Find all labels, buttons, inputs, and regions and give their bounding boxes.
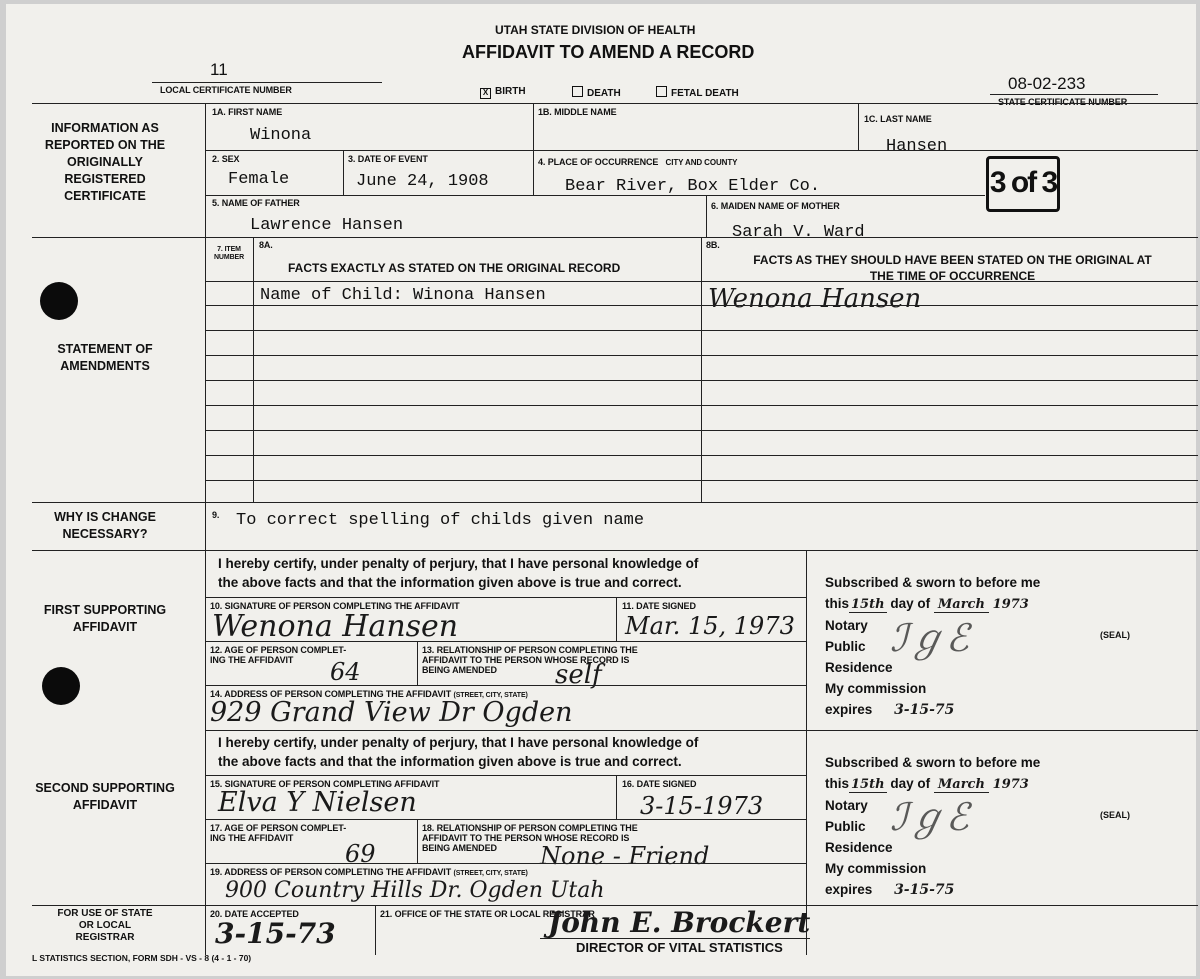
relationship-2: None - Friend xyxy=(540,842,710,870)
why-value: To correct spelling of childs given name xyxy=(236,511,645,530)
notary-2-month: March xyxy=(934,777,989,793)
notary-2-seal: (SEAL) xyxy=(1100,810,1130,820)
form-footer: L STATISTICS SECTION, FORM SDH - VS - 8 (4 - 1 - 70) xyxy=(32,953,252,963)
section-amendments: STATEMENT OF AMENDMENTS xyxy=(57,342,153,373)
signature-2: Elva Y Nielsen xyxy=(218,787,417,818)
binder-hole-top xyxy=(40,282,78,320)
form-title: AFFIDAVIT TO AMEND A RECORD xyxy=(462,42,755,62)
birth-checkbox[interactable]: X xyxy=(480,88,491,99)
first-name-label: 1A. FIRST NAME xyxy=(212,107,283,117)
signature-1-label: 10. SIGNATURE OF PERSON COMPLETING THE AFFIDAVIT xyxy=(210,601,460,611)
sex-label: 2. SEX xyxy=(212,154,240,164)
death-checkbox[interactable] xyxy=(572,86,583,97)
place-label: 4. PLACE OF OCCURRENCE CITY AND COUNTY xyxy=(538,157,738,167)
certify-statement-2a: I hereby certify, under penalty of perjury, that I have personal knowledge of xyxy=(218,735,699,750)
page-stamp: 3 of 3 xyxy=(986,156,1060,212)
notary-1-block: Subscribed & sworn to before me this 15th day of March 1973 Notary Public Residence My commission expires 3-15-75 xyxy=(825,575,1041,718)
record-type-birth[interactable]: X BIRTH xyxy=(480,86,526,99)
address-2-label: 19. ADDRESS OF PERSON COMPLETING THE AFFIDAVIT (STREET, CITY, STATE) xyxy=(210,867,528,877)
age-1: 64 xyxy=(330,658,361,686)
relationship-1-label: 13. RELATIONSHIP OF PERSON COMPLETING THE AFFIDAVIT TO THE PERSON WHOSE RECORD IS BEING AMENDED xyxy=(422,645,638,675)
age-1-label: 12. AGE OF PERSON COMPLET- ING THE AFFIDAVIT xyxy=(210,645,347,665)
section-original-info: INFORMATION AS REPORTED ON THE ORIGINALLY REGISTERED CERTIFICATE xyxy=(44,121,166,203)
state-certificate-label: STATE CERTIFICATE NUMBER xyxy=(998,97,1128,107)
date-accepted: 3-15-73 xyxy=(215,917,336,950)
address-2: 900 Country Hills Dr. Ogden Utah xyxy=(225,878,605,903)
signature-1: Wenona Hansen xyxy=(212,609,459,644)
registrar-office-label: 21. OFFICE OF THE STATE OR LOCAL REGISTRAR xyxy=(380,909,595,919)
col-8b-number: 8B. xyxy=(706,240,720,250)
relationship-1: self xyxy=(555,660,602,690)
section-why: WHY IS CHANGE NECESSARY? xyxy=(54,510,156,541)
certify-statement-1b: the above facts and that the information given above is true and correct. xyxy=(218,575,682,590)
date-signed-1-label: 11. DATE SIGNED xyxy=(622,601,696,611)
father-name-value: Lawrence Hansen xyxy=(250,216,404,235)
notary-2-signature-icon: ℐℊℰ xyxy=(890,795,969,839)
age-2: 69 xyxy=(345,840,376,868)
place-value: Bear River, Box Elder Co. xyxy=(565,177,821,196)
mother-name-value: Sarah V. Ward xyxy=(732,223,865,242)
col-8a-heading: FACTS EXACTLY AS STATED ON THE ORIGINAL RECORD xyxy=(288,261,621,275)
notary-1-seal: (SEAL) xyxy=(1100,630,1130,640)
record-type-fetal-death[interactable]: FETAL DEATH xyxy=(656,86,739,99)
date-signed-2-label: 16. DATE SIGNED xyxy=(622,779,697,789)
certify-statement-1a: I hereby certify, under penalty of perjury, that I have personal knowledge of xyxy=(218,556,699,571)
binder-hole-bottom xyxy=(42,667,80,705)
address-1-label: 14. ADDRESS OF PERSON COMPLETING THE AFFIDAVIT (STREET, CITY, STATE) xyxy=(210,689,528,699)
last-name-value: Hansen xyxy=(886,137,948,156)
age-2-label: 17. AGE OF PERSON COMPLET- ING THE AFFIDAVIT xyxy=(210,823,347,843)
date-of-event-label: 3. DATE OF EVENT xyxy=(348,154,428,164)
why-label: 9. xyxy=(212,510,220,520)
director-title: DIRECTOR OF VITAL STATISTICS xyxy=(576,940,783,955)
notary-1-month: March xyxy=(934,597,989,613)
section-first-affidavit: FIRST SUPPORTING AFFIDAVIT xyxy=(43,603,167,634)
item-number-label: 7. ITEM NUMBER xyxy=(213,246,245,261)
section-registrar: FOR USE OF STATE OR LOCAL REGISTRAR xyxy=(57,908,153,943)
address-1: 929 Grand View Dr Ogden xyxy=(210,697,573,728)
relationship-2-label: 18. RELATIONSHIP OF PERSON COMPLETING THE AFFIDAVIT TO THE PERSON WHOSE RECORD IS BEING AMENDED xyxy=(422,823,638,853)
last-name-label: 1C. LAST NAME xyxy=(864,114,932,124)
original-fact: Name of Child: Winona Hansen xyxy=(260,286,546,305)
col-8a-number: 8A. xyxy=(259,240,273,250)
corrected-fact: Wenona Hansen xyxy=(708,284,922,314)
mother-name-label: 6. MAIDEN NAME OF MOTHER xyxy=(711,201,840,211)
middle-name-label: 1B. MIDDLE NAME xyxy=(538,107,617,117)
section-second-affidavit: SECOND SUPPORTING AFFIDAVIT xyxy=(35,781,175,812)
sex-value: Female xyxy=(228,170,290,189)
record-type-death[interactable]: DEATH xyxy=(572,86,621,99)
date-of-event-value: June 24, 1908 xyxy=(356,172,489,191)
father-name-label: 5. NAME OF FATHER xyxy=(212,198,300,208)
date-signed-2: 3-15-1973 xyxy=(640,792,764,820)
notary-2-block: Subscribed & sworn to before me this 15th day of March 1973 Notary Public Residence My commission expires 3-15-75 xyxy=(825,755,1041,898)
date-signed-1: Mar. 15, 1973 xyxy=(625,612,795,640)
first-name-value: Winona xyxy=(250,126,312,145)
notary-2-day: 15th xyxy=(851,777,885,792)
signature-2-label: 15. SIGNATURE OF PERSON COMPLETING AFFIDAVIT xyxy=(210,779,440,789)
registrar-signature: John E. Brockert xyxy=(548,906,811,939)
local-certificate-number: 11 xyxy=(210,60,228,79)
notary-1-expires: 3-15-75 xyxy=(894,702,955,718)
notary-2-expires: 3-15-75 xyxy=(894,882,955,898)
agency-name: UTAH STATE DIVISION OF HEALTH xyxy=(495,23,696,37)
notary-1-signature-icon: ℐℊℰ xyxy=(890,616,969,660)
date-accepted-label: 20. DATE ACCEPTED xyxy=(210,909,299,919)
fetal-death-checkbox[interactable] xyxy=(656,86,667,97)
certify-statement-2b: the above facts and that the information given above is true and correct. xyxy=(218,754,682,769)
local-certificate-label: LOCAL CERTIFICATE NUMBER xyxy=(160,85,292,95)
state-certificate-number: 08-02-233 xyxy=(1008,74,1086,93)
col-8b-heading: FACTS AS THEY SHOULD HAVE BEEN STATED ON THE ORIGINAL AT THE TIME OF OCCURRENCE xyxy=(753,253,1152,283)
notary-1-day: 15th xyxy=(851,597,885,612)
